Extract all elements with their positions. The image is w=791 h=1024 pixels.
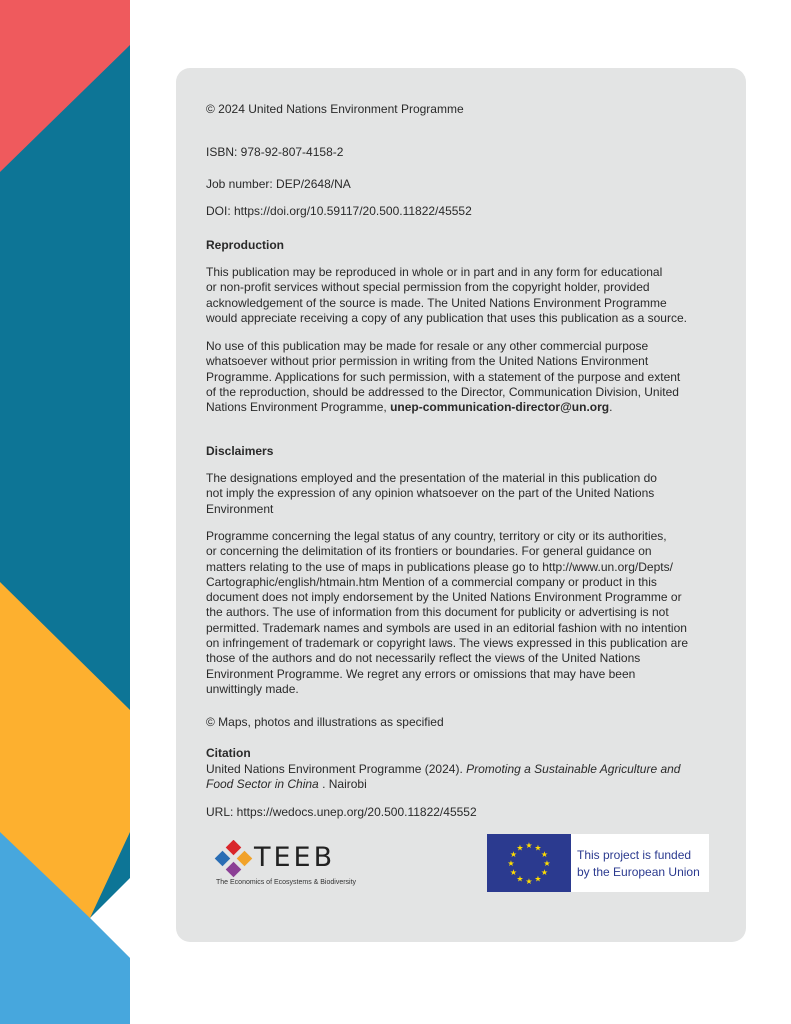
copyright-line: © 2024 United Nations Environment Programme <box>206 102 464 116</box>
text-line: or non-profit services without special permission from the copyright holder, provided <box>206 280 650 295</box>
text-line: permitted. Trademark names and symbols are used in an editorial fashion with no intention <box>206 620 687 635</box>
reproduction-heading: Reproduction <box>206 238 284 252</box>
teeb-logo <box>214 838 357 894</box>
disclaimers-heading: Disclaimers <box>206 444 274 458</box>
eu-flag <box>487 834 571 892</box>
text-line: Environment <box>206 501 274 516</box>
text-segment: . <box>609 400 613 415</box>
disclaimers-paragraph-2 <box>206 529 720 697</box>
eu-funding-line: by the European Union <box>577 865 700 879</box>
eu-funding-badge <box>487 834 709 892</box>
teeb-wordmark: TEEB <box>254 842 336 873</box>
text-segment: United Nations Environment Programme (2024). <box>206 762 467 776</box>
communication-email-link[interactable]: unep-communication-director@un.org <box>390 400 610 415</box>
text-line: Programme concerning the legal status of any country, territory or city or its authorities, <box>206 529 667 543</box>
svg-text:★: ★ <box>507 859 515 868</box>
text-line: document does not imply endorsement by the United Nations Environment Programme or <box>206 590 682 605</box>
text-segment: Nations Environment Programme, <box>206 400 391 415</box>
svg-text:★: ★ <box>525 877 533 886</box>
svg-text:★: ★ <box>525 841 533 850</box>
text-line: not imply the expression of any opinion whatsoever on the part of the United Nations <box>206 486 655 501</box>
citation-text <box>206 762 720 793</box>
text-line: acknowledgement of the source is made. The United Nations Environment Programme <box>206 295 667 310</box>
svg-text:★: ★ <box>534 874 542 884</box>
text-line: Cartographic/english/htmain.htm Mention of a commercial company or product in this <box>206 574 657 589</box>
svg-text:★: ★ <box>509 850 518 859</box>
eu-funding-text <box>577 847 700 881</box>
citation-title: Food Sector in China <box>206 777 319 792</box>
text-line <box>206 777 720 792</box>
text-line: or concerning the delimitation of its frontiers or boundaries. For general guidance on <box>206 544 652 559</box>
svg-text:★: ★ <box>534 843 542 853</box>
text-line: would appreciate receiving a copy of any publication that uses this publication as a source. <box>206 310 687 325</box>
svg-text:★: ★ <box>540 868 549 877</box>
eu-stars-icon <box>487 834 571 892</box>
text-line: unwittingly made. <box>206 681 299 696</box>
svg-text:★: ★ <box>543 859 551 868</box>
text-line: matters relating to the use of maps in publications please go to http://www.un.org/Depts/ <box>206 559 673 574</box>
text-line <box>206 400 720 415</box>
citation-heading: Citation <box>206 746 251 760</box>
disclaimers-paragraph-1 <box>206 471 720 517</box>
citation-url[interactable]: URL: https://wedocs.unep.org/20.500.11822/45552 <box>206 805 477 819</box>
text-line: The designations employed and the presentation of the material in this publication do <box>206 471 657 485</box>
text-line: on infringement of trademark or copyright laws. The views expressed in this publication are <box>206 636 689 651</box>
maps-note: © Maps, photos and illustrations as specified <box>206 715 444 729</box>
text-line: Environment Programme. We regret any errors or omissions that may have been <box>206 666 636 681</box>
svg-text:★: ★ <box>540 850 549 859</box>
text-line: of the reproduction, should be addressed to the Director, Communication Division, United <box>206 384 679 399</box>
text-line: Programme. Applications for such permission, with a statement of the purpose and extent <box>206 369 681 384</box>
doi-line: DOI: https://doi.org/10.59117/20.500.11822/45552 <box>206 204 472 218</box>
svg-text:★: ★ <box>516 843 524 853</box>
citation-title: Promoting a Sustainable Agriculture and <box>466 762 681 776</box>
reproduction-paragraph-2 <box>206 339 720 415</box>
teeb-subtitle: The Economics of Ecosystems & Biodiversity <box>216 879 357 886</box>
isbn-line: ISBN: 978-92-807-4158-2 <box>206 145 344 159</box>
text-line <box>206 762 720 777</box>
job-number-line: Job number: DEP/2648/NA <box>206 177 351 191</box>
text-line: those of the authors and do not necessarily reflect the views of the United Nations <box>206 651 641 666</box>
decorative-color-band <box>0 0 130 1024</box>
svg-text:★: ★ <box>509 868 518 877</box>
text-line: No use of this publication may be made for resale or any other commercial purpose <box>206 339 649 353</box>
teeb-diamond-icon <box>214 840 254 880</box>
eu-funding-line: This project is funded <box>577 848 692 862</box>
text-segment: . Nairobi <box>318 777 367 792</box>
text-line: the authors. The use of information from this document for publicity or advertising is not <box>206 605 669 620</box>
text-line: This publication may be reproduced in whole or in part and in any form for educational <box>206 265 663 279</box>
reproduction-paragraph-1 <box>206 265 720 326</box>
svg-text:★: ★ <box>516 874 524 884</box>
text-line: whatsoever without prior permission in writing from the United Nations Environment <box>206 354 649 369</box>
